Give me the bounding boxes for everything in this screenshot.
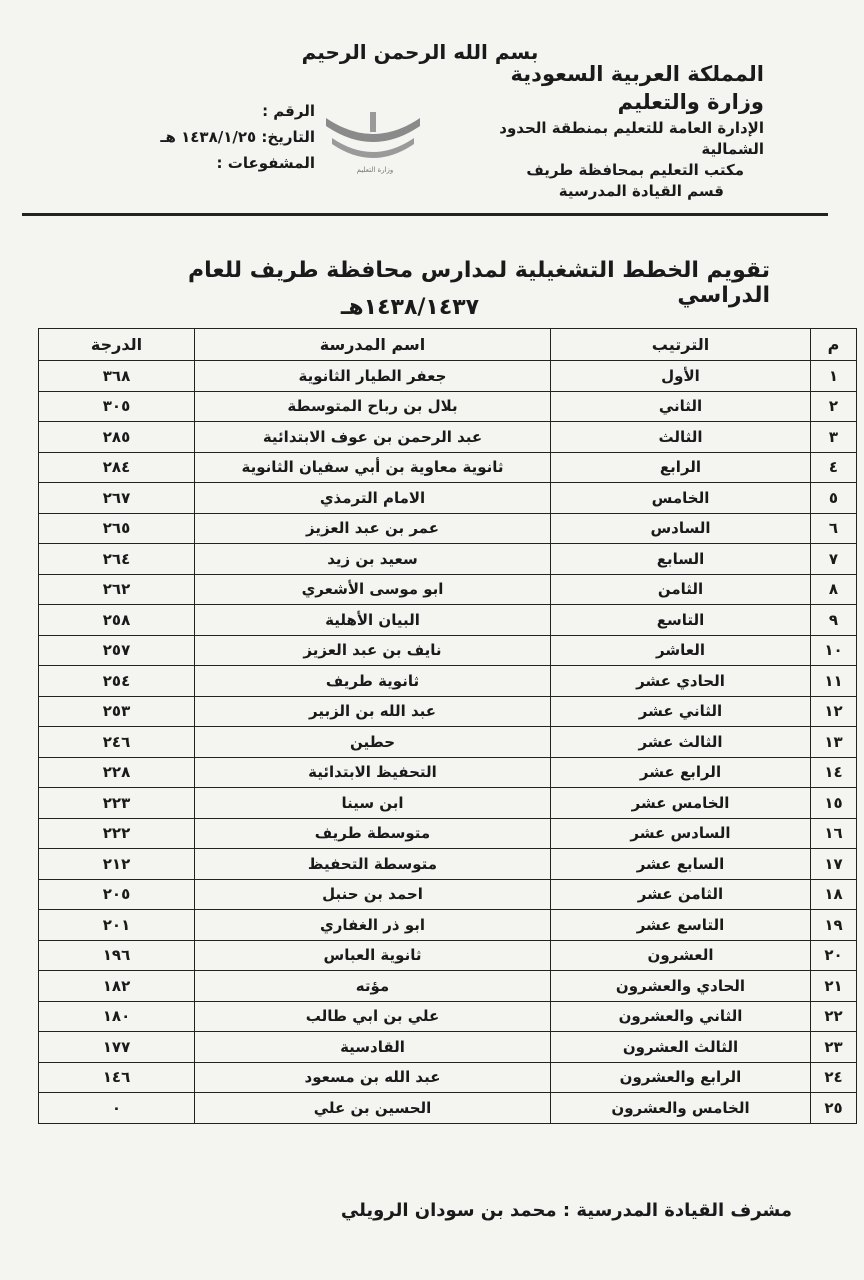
header-rank: الترتيب bbox=[551, 329, 811, 361]
cell-rank: العشرون bbox=[551, 940, 811, 971]
cell-grade: ٢٠١ bbox=[39, 910, 195, 941]
cell-grade: ٠ bbox=[39, 1093, 195, 1124]
cell-rank: الثالث bbox=[551, 422, 811, 453]
cell-grade: ٢٥٧ bbox=[39, 635, 195, 666]
table-row bbox=[39, 391, 857, 422]
cell-grade: ٢٥٨ bbox=[39, 605, 195, 636]
cell-grade: ٢٦٤ bbox=[39, 544, 195, 575]
cell-name: عمر بن عبد العزيز bbox=[195, 513, 551, 544]
cell-num: ٤ bbox=[811, 452, 857, 483]
ref-number-label: الرقم : bbox=[262, 102, 315, 120]
attachments-label: المشفوعات : bbox=[216, 154, 315, 172]
cell-num: ٢٢ bbox=[811, 1001, 857, 1032]
cell-rank: الخامس bbox=[551, 483, 811, 514]
cell-rank: السادس عشر bbox=[551, 818, 811, 849]
table-row bbox=[39, 818, 857, 849]
cell-num: ٨ bbox=[811, 574, 857, 605]
cell-grade: ٢٤٦ bbox=[39, 727, 195, 758]
kingdom-name: المملكة العربية السعودية bbox=[510, 62, 764, 86]
header-divider bbox=[22, 213, 828, 216]
cell-name: ابو ذر الغفاري bbox=[195, 910, 551, 941]
cell-num: ١١ bbox=[811, 666, 857, 697]
table-row bbox=[39, 879, 857, 910]
cell-num: ١٥ bbox=[811, 788, 857, 819]
cell-name: علي بن ابي طالب bbox=[195, 1001, 551, 1032]
cell-grade: ٢٥٣ bbox=[39, 696, 195, 727]
cell-num: ٢ bbox=[811, 391, 857, 422]
cell-name: عبد الله بن الزبير bbox=[195, 696, 551, 727]
cell-rank: الرابع والعشرون bbox=[551, 1062, 811, 1093]
table-row bbox=[39, 910, 857, 941]
cell-rank: الرابع bbox=[551, 452, 811, 483]
table-row bbox=[39, 849, 857, 880]
cell-name: عبد الله بن مسعود bbox=[195, 1062, 551, 1093]
office-name: مكتب التعليم بمحافظة طريف bbox=[526, 161, 744, 179]
table-row bbox=[39, 788, 857, 819]
cell-grade: ٢٦٥ bbox=[39, 513, 195, 544]
table-row bbox=[39, 971, 857, 1002]
cell-rank: الخامس عشر bbox=[551, 788, 811, 819]
cell-name: ثانوية العباس bbox=[195, 940, 551, 971]
cell-grade: ١٨٠ bbox=[39, 1001, 195, 1032]
cell-name: الحسين بن علي bbox=[195, 1093, 551, 1124]
table-row bbox=[39, 727, 857, 758]
cell-name: جعفر الطيار الثانوية bbox=[195, 361, 551, 392]
cell-rank: العاشر bbox=[551, 635, 811, 666]
cell-name: مؤته bbox=[195, 971, 551, 1002]
cell-num: ٢٥ bbox=[811, 1093, 857, 1124]
directorate-name: الإدارة العامة للتعليم بمنطقة الحدود الشمالية bbox=[499, 119, 764, 158]
cell-rank: الثامن bbox=[551, 574, 811, 605]
table-row bbox=[39, 483, 857, 514]
cell-rank: الثالث عشر bbox=[551, 727, 811, 758]
cell-grade: ١٩٦ bbox=[39, 940, 195, 971]
reference-block bbox=[155, 98, 315, 176]
cell-num: ١٦ bbox=[811, 818, 857, 849]
cell-rank: الثاني والعشرون bbox=[551, 1001, 811, 1032]
cell-grade: ١٤٦ bbox=[39, 1062, 195, 1093]
cell-name: نايف بن عبد العزيز bbox=[195, 635, 551, 666]
cell-name: عبد الرحمن بن عوف الابتدائية bbox=[195, 422, 551, 453]
cell-name: ثانوية معاوية بن أبي سفيان الثانوية bbox=[195, 452, 551, 483]
table-row bbox=[39, 1001, 857, 1032]
cell-name: القادسية bbox=[195, 1032, 551, 1063]
table-row bbox=[39, 422, 857, 453]
cell-grade: ٢٢٢ bbox=[39, 818, 195, 849]
cell-num: ٢١ bbox=[811, 971, 857, 1002]
table-row bbox=[39, 757, 857, 788]
cell-num: ١٠ bbox=[811, 635, 857, 666]
cell-name: سعيد بن زيد bbox=[195, 544, 551, 575]
cell-num: ٢٠ bbox=[811, 940, 857, 971]
cell-num: ٧ bbox=[811, 544, 857, 575]
cell-name: ابن سينا bbox=[195, 788, 551, 819]
cell-num: ١ bbox=[811, 361, 857, 392]
table-row bbox=[39, 605, 857, 636]
cell-rank: الثاني bbox=[551, 391, 811, 422]
document-title: تقويم الخطط التشغيلية لمدارس محافظة طريف للعام الدراسي bbox=[188, 258, 770, 308]
cell-name: احمد بن حنبل bbox=[195, 879, 551, 910]
table-row bbox=[39, 544, 857, 575]
cell-num: ١٤ bbox=[811, 757, 857, 788]
cell-name: حطين bbox=[195, 727, 551, 758]
cell-grade: ٢٠٥ bbox=[39, 879, 195, 910]
cell-rank: الأول bbox=[551, 361, 811, 392]
table-row bbox=[39, 452, 857, 483]
table-row bbox=[39, 1062, 857, 1093]
table-row bbox=[39, 666, 857, 697]
cell-rank: التاسع bbox=[551, 605, 811, 636]
cell-rank: الخامس والعشرون bbox=[551, 1093, 811, 1124]
cell-rank: السابع bbox=[551, 544, 811, 575]
cell-name: التحفيظ الابتدائية bbox=[195, 757, 551, 788]
cell-num: ١٧ bbox=[811, 849, 857, 880]
cell-grade: ٣٠٥ bbox=[39, 391, 195, 422]
cell-grade: ٣٦٨ bbox=[39, 361, 195, 392]
cell-name: متوسطة طريف bbox=[195, 818, 551, 849]
logo-caption: وزارة التعليم bbox=[356, 166, 394, 174]
cell-grade: ٢٥٤ bbox=[39, 666, 195, 697]
cell-rank: الحادي عشر bbox=[551, 666, 811, 697]
cell-name: الامام الترمذي bbox=[195, 483, 551, 514]
header-school-name: اسم المدرسة bbox=[195, 329, 551, 361]
cell-num: ٩ bbox=[811, 605, 857, 636]
cell-name: بلال بن رباح المتوسطة bbox=[195, 391, 551, 422]
table-row bbox=[39, 513, 857, 544]
cell-grade: ١٨٢ bbox=[39, 971, 195, 1002]
basmala: بسم الله الرحمن الرحيم bbox=[301, 40, 539, 64]
ministry-name: وزارة والتعليم bbox=[617, 90, 764, 114]
cell-name: ابو موسى الأشعري bbox=[195, 574, 551, 605]
cell-num: ١٨ bbox=[811, 879, 857, 910]
cell-num: ١٩ bbox=[811, 910, 857, 941]
cell-num: ٢٣ bbox=[811, 1032, 857, 1063]
cell-rank: التاسع عشر bbox=[551, 910, 811, 941]
cell-grade: ٢٨٤ bbox=[39, 452, 195, 483]
table-row bbox=[39, 635, 857, 666]
ranking-table bbox=[38, 328, 857, 1124]
cell-rank: السابع عشر bbox=[551, 849, 811, 880]
cell-rank: الرابع عشر bbox=[551, 757, 811, 788]
academic-year: ١٤٣٨/١٤٣٧هـ bbox=[340, 295, 480, 320]
cell-grade: ٢٢٣ bbox=[39, 788, 195, 819]
cell-rank: السادس bbox=[551, 513, 811, 544]
cell-grade: ٢٢٨ bbox=[39, 757, 195, 788]
table-header-row bbox=[39, 329, 857, 361]
header-num: م bbox=[811, 329, 857, 361]
cell-num: ٢٤ bbox=[811, 1062, 857, 1093]
department-name: قسم القيادة المدرسية bbox=[558, 182, 724, 200]
cell-num: ٥ bbox=[811, 483, 857, 514]
cell-name: متوسطة التحفيظ bbox=[195, 849, 551, 880]
cell-name: ثانوية طريف bbox=[195, 666, 551, 697]
cell-rank: الحادي والعشرون bbox=[551, 971, 811, 1002]
cell-rank: الثامن عشر bbox=[551, 879, 811, 910]
cell-num: ٦ bbox=[811, 513, 857, 544]
cell-rank: الثاني عشر bbox=[551, 696, 811, 727]
cell-num: ٣ bbox=[811, 422, 857, 453]
cell-num: ١٢ bbox=[811, 696, 857, 727]
table-row bbox=[39, 1093, 857, 1124]
table-row bbox=[39, 940, 857, 971]
cell-grade: ٢٦٧ bbox=[39, 483, 195, 514]
cell-grade: ١٧٧ bbox=[39, 1032, 195, 1063]
table-row bbox=[39, 1032, 857, 1063]
cell-rank: الثالث العشرون bbox=[551, 1032, 811, 1063]
table-row bbox=[39, 361, 857, 392]
header-grade: الدرجة bbox=[39, 329, 195, 361]
cell-num: ١٣ bbox=[811, 727, 857, 758]
table-row bbox=[39, 696, 857, 727]
supervisor-signature: مشرف القيادة المدرسية : محمد بن سودان الرويلي bbox=[340, 1200, 792, 1221]
table-row bbox=[39, 574, 857, 605]
letterhead bbox=[0, 0, 864, 225]
issuer-block bbox=[434, 62, 764, 202]
date-label: التاريخ: ١٤٣٨/١/٢٥ هـ bbox=[160, 128, 315, 146]
cell-grade: ٢٦٢ bbox=[39, 574, 195, 605]
cell-grade: ٢٨٥ bbox=[39, 422, 195, 453]
cell-name: البيان الأهلية bbox=[195, 605, 551, 636]
cell-grade: ٢١٢ bbox=[39, 849, 195, 880]
